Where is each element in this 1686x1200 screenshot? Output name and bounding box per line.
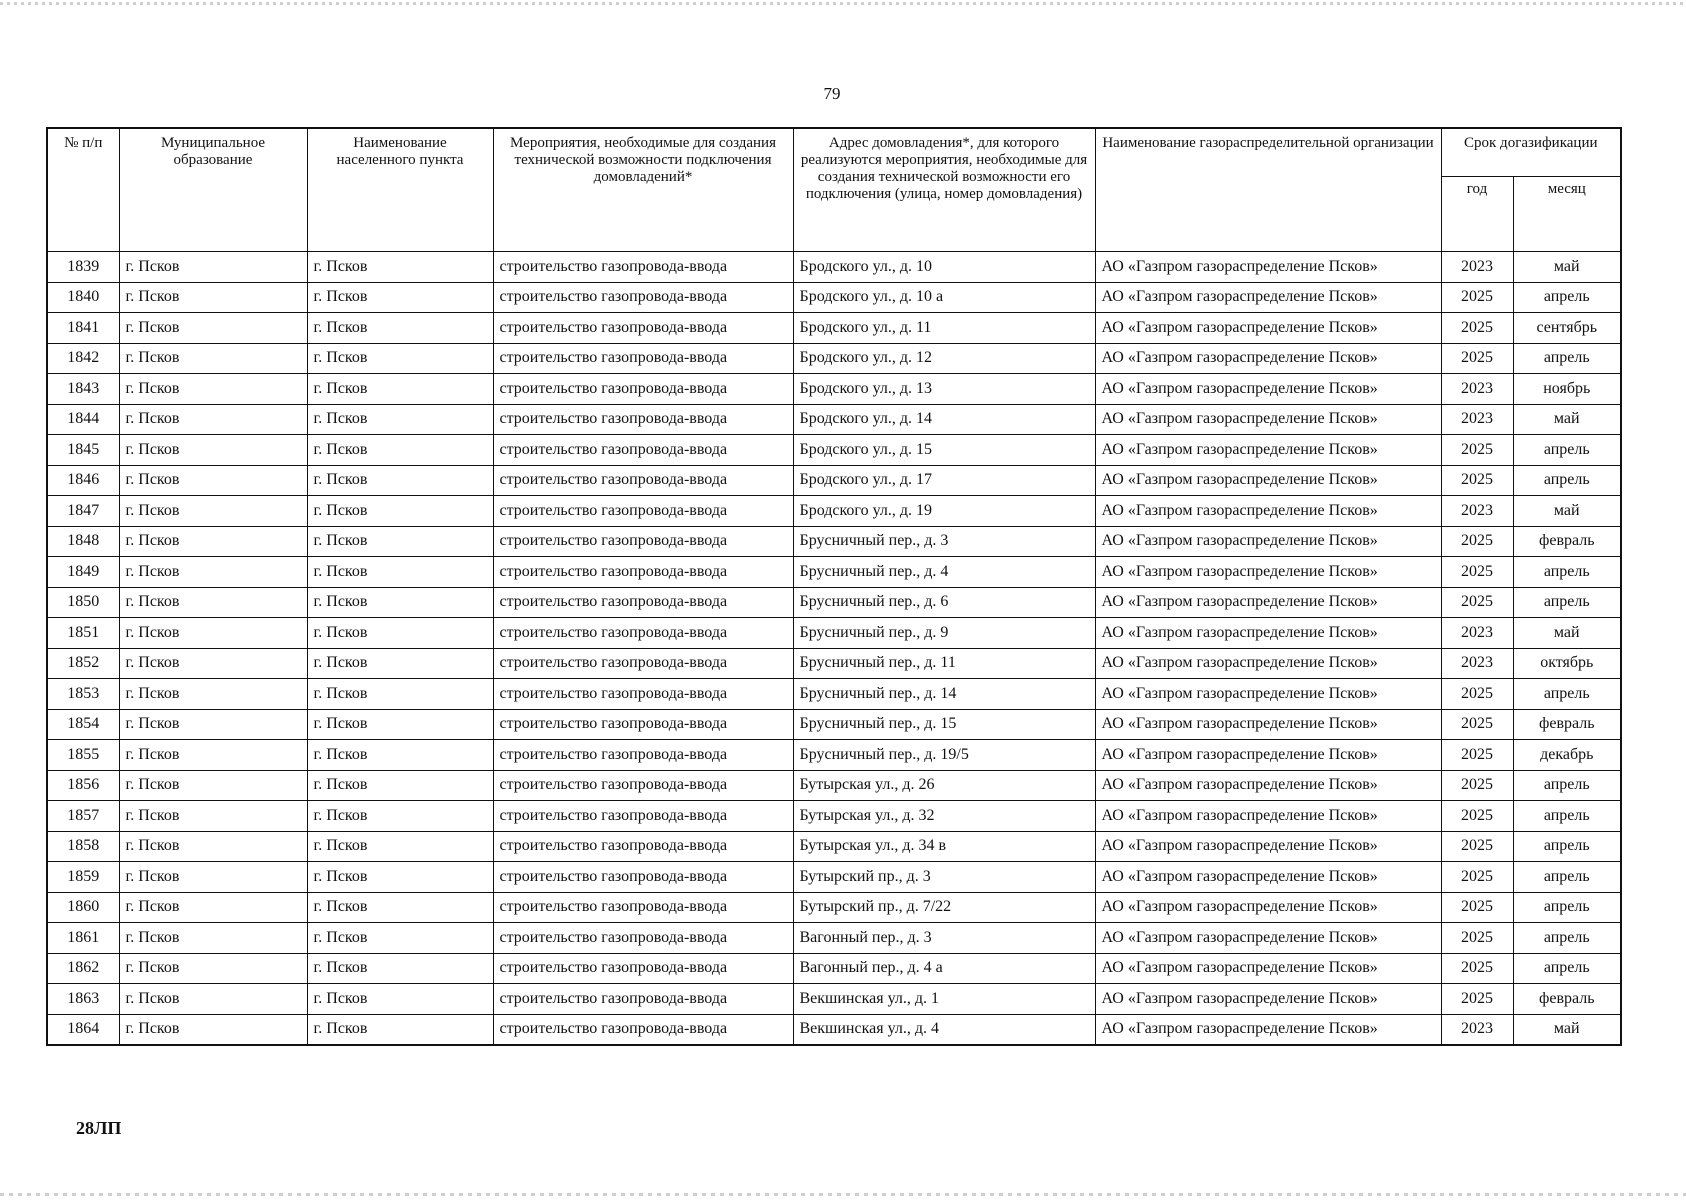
cell-year: 2025 (1441, 953, 1513, 984)
cell-num: 1852 (47, 648, 119, 679)
cell-address: Бродского ул., д. 15 (793, 435, 1095, 466)
cell-num: 1844 (47, 404, 119, 435)
cell-measure: строительство газопровода-ввода (493, 374, 793, 405)
header-month: месяц (1513, 177, 1621, 252)
cell-month: декабрь (1513, 740, 1621, 771)
cell-municipality: г. Псков (119, 984, 307, 1015)
cell-municipality: г. Псков (119, 770, 307, 801)
cell-year: 2025 (1441, 801, 1513, 832)
cell-month: февраль (1513, 709, 1621, 740)
cell-num: 1841 (47, 313, 119, 344)
cell-num: 1846 (47, 465, 119, 496)
cell-num: 1851 (47, 618, 119, 649)
cell-address: Брусничный пер., д. 4 (793, 557, 1095, 588)
cell-municipality: г. Псков (119, 618, 307, 649)
cell-year: 2023 (1441, 404, 1513, 435)
table-row (47, 770, 1621, 801)
table-row (47, 587, 1621, 618)
cell-month: апрель (1513, 282, 1621, 313)
cell-measure: строительство газопровода-ввода (493, 435, 793, 466)
cell-organization: АО «Газпром газораспределение Псков» (1095, 709, 1441, 740)
cell-settlement: г. Псков (307, 374, 493, 405)
cell-municipality: г. Псков (119, 862, 307, 893)
cell-month: апрель (1513, 587, 1621, 618)
cell-organization: АО «Газпром газораспределение Псков» (1095, 831, 1441, 862)
cell-settlement: г. Псков (307, 984, 493, 1015)
cell-measure: строительство газопровода-ввода (493, 831, 793, 862)
cell-organization: АО «Газпром газораспределение Псков» (1095, 252, 1441, 283)
cell-organization: АО «Газпром газораспределение Псков» (1095, 648, 1441, 679)
gasification-table (46, 127, 1622, 1046)
cell-year: 2023 (1441, 1014, 1513, 1045)
cell-address: Бутырская ул., д. 34 в (793, 831, 1095, 862)
table-row (47, 282, 1621, 313)
cell-month: апрель (1513, 862, 1621, 893)
cell-organization: АО «Газпром газораспределение Псков» (1095, 587, 1441, 618)
table-row (47, 862, 1621, 893)
cell-organization: АО «Газпром газораспределение Псков» (1095, 1014, 1441, 1045)
cell-measure: строительство газопровода-ввода (493, 282, 793, 313)
cell-measure: строительство газопровода-ввода (493, 1014, 793, 1045)
cell-organization: АО «Газпром газораспределение Псков» (1095, 435, 1441, 466)
cell-address: Бродского ул., д. 13 (793, 374, 1095, 405)
cell-organization: АО «Газпром газораспределение Псков» (1095, 374, 1441, 405)
cell-address: Бутырская ул., д. 32 (793, 801, 1095, 832)
cell-settlement: г. Псков (307, 465, 493, 496)
cell-municipality: г. Псков (119, 252, 307, 283)
table-row (47, 618, 1621, 649)
cell-address: Брусничный пер., д. 11 (793, 648, 1095, 679)
cell-num: 1858 (47, 831, 119, 862)
cell-year: 2025 (1441, 831, 1513, 862)
cell-address: Бутырский пр., д. 7/22 (793, 892, 1095, 923)
cell-organization: АО «Газпром газораспределение Псков» (1095, 618, 1441, 649)
cell-measure: строительство газопровода-ввода (493, 404, 793, 435)
cell-organization: АО «Газпром газораспределение Псков» (1095, 496, 1441, 527)
cell-settlement: г. Псков (307, 679, 493, 710)
cell-address: Брусничный пер., д. 14 (793, 679, 1095, 710)
cell-municipality: г. Псков (119, 496, 307, 527)
cell-num: 1850 (47, 587, 119, 618)
cell-organization: АО «Газпром газораспределение Псков» (1095, 679, 1441, 710)
cell-settlement: г. Псков (307, 862, 493, 893)
cell-year: 2025 (1441, 282, 1513, 313)
cell-month: апрель (1513, 557, 1621, 588)
cell-month: сентябрь (1513, 313, 1621, 344)
header-municipality: Муниципальное образование (119, 128, 307, 252)
table-row (47, 740, 1621, 771)
table-row (47, 557, 1621, 588)
cell-settlement: г. Псков (307, 252, 493, 283)
cell-municipality: г. Псков (119, 282, 307, 313)
cell-settlement: г. Псков (307, 343, 493, 374)
scan-edge-top (0, 2, 1686, 5)
cell-num: 1864 (47, 1014, 119, 1045)
table-row (47, 801, 1621, 832)
cell-measure: строительство газопровода-ввода (493, 709, 793, 740)
cell-year: 2025 (1441, 862, 1513, 893)
table-body (47, 252, 1621, 1046)
cell-organization: АО «Газпром газораспределение Псков» (1095, 801, 1441, 832)
cell-address: Бродского ул., д. 11 (793, 313, 1095, 344)
cell-settlement: г. Псков (307, 526, 493, 557)
cell-year: 2023 (1441, 648, 1513, 679)
cell-num: 1854 (47, 709, 119, 740)
cell-num: 1849 (47, 557, 119, 588)
cell-address: Брусничный пер., д. 9 (793, 618, 1095, 649)
cell-num: 1857 (47, 801, 119, 832)
cell-settlement: г. Псков (307, 923, 493, 954)
table-row (47, 404, 1621, 435)
cell-settlement: г. Псков (307, 953, 493, 984)
cell-municipality: г. Псков (119, 648, 307, 679)
cell-month: май (1513, 1014, 1621, 1045)
header-organization: Наименование газораспределительной организации (1095, 128, 1441, 252)
cell-address: Бродского ул., д. 10 а (793, 282, 1095, 313)
cell-organization: АО «Газпром газораспределение Псков» (1095, 770, 1441, 801)
cell-year: 2025 (1441, 892, 1513, 923)
cell-num: 1861 (47, 923, 119, 954)
cell-municipality: г. Псков (119, 1014, 307, 1045)
cell-year: 2025 (1441, 740, 1513, 771)
cell-year: 2023 (1441, 618, 1513, 649)
cell-settlement: г. Псков (307, 557, 493, 588)
cell-address: Векшинская ул., д. 1 (793, 984, 1095, 1015)
cell-measure: строительство газопровода-ввода (493, 526, 793, 557)
cell-month: май (1513, 496, 1621, 527)
cell-settlement: г. Псков (307, 618, 493, 649)
cell-num: 1859 (47, 862, 119, 893)
cell-municipality: г. Псков (119, 892, 307, 923)
table-row (47, 374, 1621, 405)
cell-address: Вагонный пер., д. 3 (793, 923, 1095, 954)
cell-month: май (1513, 404, 1621, 435)
cell-organization: АО «Газпром газораспределение Псков» (1095, 343, 1441, 374)
cell-num: 1840 (47, 282, 119, 313)
table-row (47, 465, 1621, 496)
cell-address: Брусничный пер., д. 3 (793, 526, 1095, 557)
cell-num: 1863 (47, 984, 119, 1015)
cell-organization: АО «Газпром газораспределение Псков» (1095, 557, 1441, 588)
cell-month: апрель (1513, 953, 1621, 984)
cell-address: Бродского ул., д. 19 (793, 496, 1095, 527)
cell-measure: строительство газопровода-ввода (493, 587, 793, 618)
cell-municipality: г. Псков (119, 679, 307, 710)
cell-measure: строительство газопровода-ввода (493, 618, 793, 649)
cell-municipality: г. Псков (119, 404, 307, 435)
cell-municipality: г. Псков (119, 557, 307, 588)
cell-address: Бутырская ул., д. 26 (793, 770, 1095, 801)
cell-num: 1839 (47, 252, 119, 283)
cell-month: апрель (1513, 435, 1621, 466)
cell-organization: АО «Газпром газораспределение Псков» (1095, 404, 1441, 435)
cell-municipality: г. Псков (119, 953, 307, 984)
scan-edge-bottom (0, 1193, 1686, 1196)
cell-address: Бродского ул., д. 12 (793, 343, 1095, 374)
cell-municipality: г. Псков (119, 374, 307, 405)
header-measures: Мероприятия, необходимые для создания технической возможности подключения домовладений* (493, 128, 793, 252)
table-row (47, 709, 1621, 740)
cell-year: 2025 (1441, 313, 1513, 344)
cell-address: Бродского ул., д. 10 (793, 252, 1095, 283)
cell-num: 1855 (47, 740, 119, 771)
cell-month: февраль (1513, 984, 1621, 1015)
cell-measure: строительство газопровода-ввода (493, 953, 793, 984)
cell-num: 1842 (47, 343, 119, 374)
cell-settlement: г. Псков (307, 740, 493, 771)
cell-municipality: г. Псков (119, 923, 307, 954)
table-row (47, 831, 1621, 862)
cell-measure: строительство газопровода-ввода (493, 892, 793, 923)
cell-municipality: г. Псков (119, 313, 307, 344)
cell-organization: АО «Газпром газораспределение Псков» (1095, 282, 1441, 313)
table-row (47, 526, 1621, 557)
table-row (47, 496, 1621, 527)
cell-measure: строительство газопровода-ввода (493, 313, 793, 344)
cell-address: Векшинская ул., д. 4 (793, 1014, 1095, 1045)
cell-organization: АО «Газпром газораспределение Псков» (1095, 526, 1441, 557)
cell-address: Брусничный пер., д. 6 (793, 587, 1095, 618)
cell-municipality: г. Псков (119, 831, 307, 862)
cell-measure: строительство газопровода-ввода (493, 465, 793, 496)
cell-month: ноябрь (1513, 374, 1621, 405)
cell-settlement: г. Псков (307, 648, 493, 679)
cell-year: 2025 (1441, 984, 1513, 1015)
cell-address: Брусничный пер., д. 19/5 (793, 740, 1095, 771)
cell-month: май (1513, 252, 1621, 283)
cell-settlement: г. Псков (307, 282, 493, 313)
cell-month: май (1513, 618, 1621, 649)
cell-year: 2025 (1441, 587, 1513, 618)
cell-num: 1856 (47, 770, 119, 801)
cell-settlement: г. Псков (307, 801, 493, 832)
cell-measure: строительство газопровода-ввода (493, 343, 793, 374)
cell-settlement: г. Псков (307, 770, 493, 801)
cell-month: апрель (1513, 892, 1621, 923)
cell-num: 1848 (47, 526, 119, 557)
cell-year: 2025 (1441, 465, 1513, 496)
cell-settlement: г. Псков (307, 313, 493, 344)
cell-measure: строительство газопровода-ввода (493, 557, 793, 588)
cell-organization: АО «Газпром газораспределение Псков» (1095, 984, 1441, 1015)
cell-num: 1860 (47, 892, 119, 923)
cell-measure: строительство газопровода-ввода (493, 801, 793, 832)
cell-municipality: г. Псков (119, 801, 307, 832)
cell-address: Бродского ул., д. 14 (793, 404, 1095, 435)
cell-organization: АО «Газпром газораспределение Псков» (1095, 465, 1441, 496)
cell-municipality: г. Псков (119, 740, 307, 771)
cell-measure: строительство газопровода-ввода (493, 770, 793, 801)
cell-num: 1853 (47, 679, 119, 710)
header-deadline: Срок догазификации (1441, 128, 1621, 177)
cell-municipality: г. Псков (119, 526, 307, 557)
table-row (47, 923, 1621, 954)
cell-settlement: г. Псков (307, 709, 493, 740)
cell-municipality: г. Псков (119, 465, 307, 496)
cell-address: Бутырский пр., д. 3 (793, 862, 1095, 893)
cell-year: 2025 (1441, 343, 1513, 374)
table-row (47, 435, 1621, 466)
cell-year: 2025 (1441, 770, 1513, 801)
cell-month: февраль (1513, 526, 1621, 557)
cell-month: апрель (1513, 679, 1621, 710)
cell-month: апрель (1513, 343, 1621, 374)
cell-organization: АО «Газпром газораспределение Псков» (1095, 862, 1441, 893)
header-settlement: Наименование населенного пункта (307, 128, 493, 252)
table-row (47, 953, 1621, 984)
header-year: год (1441, 177, 1513, 252)
cell-num: 1862 (47, 953, 119, 984)
table-row (47, 1014, 1621, 1045)
cell-organization: АО «Газпром газораспределение Псков» (1095, 923, 1441, 954)
cell-year: 2025 (1441, 679, 1513, 710)
footer-code: 28ЛП (76, 1118, 122, 1138)
table-row (47, 892, 1621, 923)
table-row (47, 313, 1621, 344)
cell-organization: АО «Газпром газораспределение Псков» (1095, 892, 1441, 923)
cell-measure: строительство газопровода-ввода (493, 862, 793, 893)
table-row (47, 984, 1621, 1015)
cell-municipality: г. Псков (119, 435, 307, 466)
cell-month: октябрь (1513, 648, 1621, 679)
cell-month: апрель (1513, 465, 1621, 496)
cell-year: 2023 (1441, 496, 1513, 527)
cell-year: 2025 (1441, 557, 1513, 588)
cell-municipality: г. Псков (119, 343, 307, 374)
cell-measure: строительство газопровода-ввода (493, 496, 793, 527)
table-row (47, 648, 1621, 679)
cell-num: 1845 (47, 435, 119, 466)
cell-settlement: г. Псков (307, 1014, 493, 1045)
cell-settlement: г. Псков (307, 831, 493, 862)
cell-municipality: г. Псков (119, 709, 307, 740)
cell-settlement: г. Псков (307, 587, 493, 618)
cell-measure: строительство газопровода-ввода (493, 679, 793, 710)
cell-year: 2025 (1441, 923, 1513, 954)
cell-address: Брусничный пер., д. 15 (793, 709, 1095, 740)
cell-organization: АО «Газпром газораспределение Псков» (1095, 740, 1441, 771)
cell-year: 2025 (1441, 435, 1513, 466)
table-row (47, 343, 1621, 374)
cell-organization: АО «Газпром газораспределение Псков» (1095, 313, 1441, 344)
cell-num: 1847 (47, 496, 119, 527)
cell-settlement: г. Псков (307, 435, 493, 466)
cell-month: апрель (1513, 831, 1621, 862)
cell-measure: строительство газопровода-ввода (493, 252, 793, 283)
cell-address: Бродского ул., д. 17 (793, 465, 1095, 496)
table-row (47, 252, 1621, 283)
cell-settlement: г. Псков (307, 892, 493, 923)
table-header (47, 128, 1621, 252)
table-row (47, 679, 1621, 710)
cell-year: 2023 (1441, 374, 1513, 405)
cell-settlement: г. Псков (307, 404, 493, 435)
cell-month: апрель (1513, 770, 1621, 801)
cell-address: Вагонный пер., д. 4 а (793, 953, 1095, 984)
header-address: Адрес домовладения*, для которого реализуются мероприятия, необходимые для создания технической возможности его подключения (улица, номер домовладения) (793, 128, 1095, 252)
cell-measure: строительство газопровода-ввода (493, 740, 793, 771)
header-num: № п/п (47, 128, 119, 252)
cell-month: апрель (1513, 801, 1621, 832)
cell-num: 1843 (47, 374, 119, 405)
cell-measure: строительство газопровода-ввода (493, 984, 793, 1015)
cell-year: 2023 (1441, 252, 1513, 283)
cell-measure: строительство газопровода-ввода (493, 923, 793, 954)
page-number: 79 (823, 84, 841, 103)
cell-year: 2025 (1441, 526, 1513, 557)
cell-settlement: г. Псков (307, 496, 493, 527)
cell-month: апрель (1513, 923, 1621, 954)
cell-organization: АО «Газпром газораспределение Псков» (1095, 953, 1441, 984)
cell-measure: строительство газопровода-ввода (493, 648, 793, 679)
cell-municipality: г. Псков (119, 587, 307, 618)
cell-year: 2025 (1441, 709, 1513, 740)
